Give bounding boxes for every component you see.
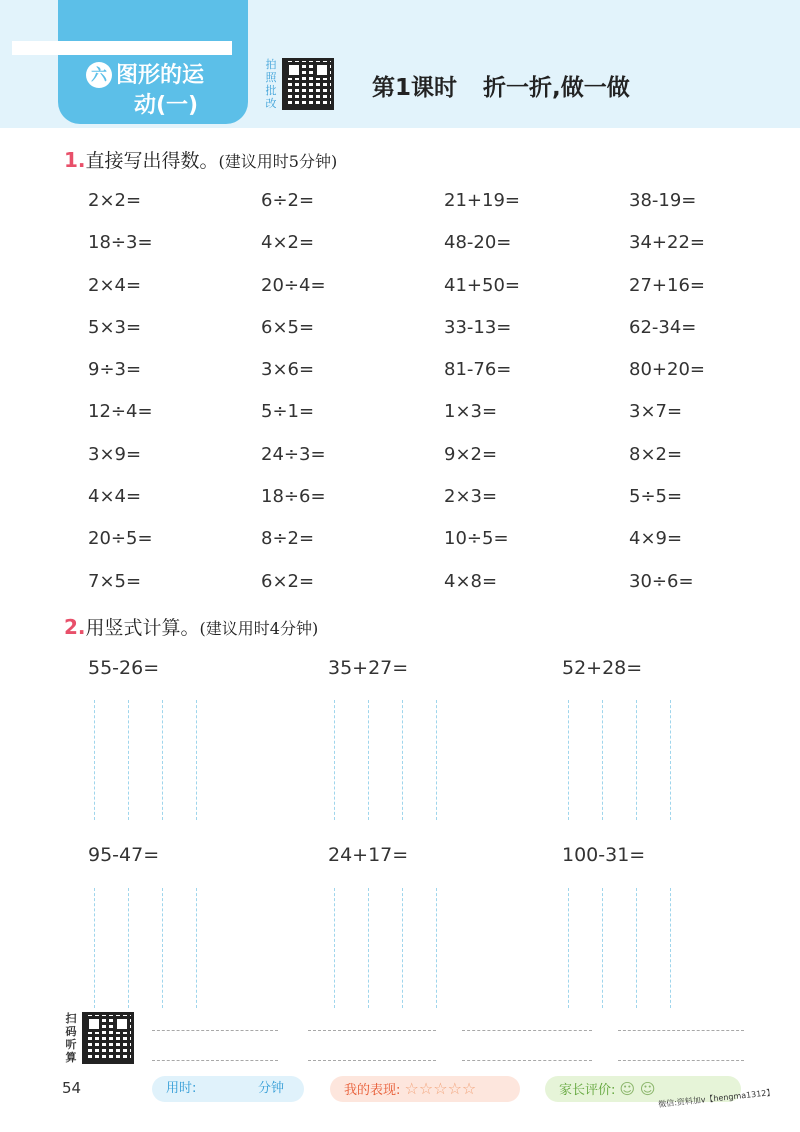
oral-problem: 41+50= [444,274,520,296]
answer-line [618,1030,744,1031]
guide-line [568,700,569,820]
guide-line [636,888,637,1008]
chapter-title [86,58,204,89]
guide-line [368,888,369,1008]
section1-title: 直接写出得数。 [85,150,219,172]
oral-problem: 18÷6= [261,486,326,508]
oral-problem: 3×6= [261,359,315,381]
vertical-problem: 35+27= [328,657,409,679]
performance-pill [330,1076,520,1102]
lesson-number: 第1课时 [372,75,458,101]
oral-problem: 81-76= [444,359,512,381]
oral-problem: 12÷4= [88,401,153,423]
answer-line [462,1060,592,1061]
oral-problems-grid [88,186,788,609]
guide-line [636,700,637,820]
oral-problem: 9×2= [444,443,498,465]
guide-line [334,888,335,1008]
oral-problem: 7×5= [88,570,142,592]
oral-problem: 8×2= [629,443,683,465]
section2-number: 2. [64,615,86,639]
oral-problem: 10÷5= [444,528,509,550]
guide-line [368,700,369,820]
guide-line [670,888,671,1008]
oral-problem: 3×7= [629,401,683,423]
oral-problem: 5×3= [88,316,142,338]
scan-label-char: 拍 [265,58,277,71]
answer-line [152,1060,278,1061]
oral-problem: 4×9= [629,528,683,550]
guide-line [196,888,197,1008]
star-rating-icon[interactable]: ☆☆☆☆☆ [404,1079,477,1098]
vertical-problem: 52+28= [562,657,643,679]
parent-label: 家长评价: [559,1083,616,1098]
oral-problem: 6×5= [261,316,315,338]
lesson-title [372,69,630,102]
guide-line [602,700,603,820]
guide-line [162,888,163,1008]
answer-line [308,1030,436,1031]
oral-problem: 4×4= [88,486,142,508]
oral-problem: 33-13= [444,316,512,338]
scan-label-char: 照 [265,71,277,84]
oral-problem: 27+16= [629,274,705,296]
guide-line [602,888,603,1008]
qr-code-icon[interactable] [82,1012,134,1064]
time-pill [152,1076,304,1102]
oral-problem: 34+22= [629,232,705,254]
guide-line [196,700,197,820]
guide-line [334,700,335,820]
scan-listen-char: 算 [65,1051,77,1064]
scan-listen-char: 扫 [65,1012,77,1025]
oral-problem: 80+20= [629,359,705,381]
scan-listen-char: 听 [65,1038,77,1051]
oral-problem: 1×3= [444,401,498,423]
smiley-face-icon[interactable]: ☺ ☺ [619,1080,656,1098]
guide-line [162,700,163,820]
section1-number: 1. [64,148,86,172]
oral-problem: 6×2= [261,570,315,592]
oral-problem: 62-34= [629,316,697,338]
oral-problem: 5÷5= [629,486,683,508]
guide-line [568,888,569,1008]
chapter-title-line1: 图形的运 [116,63,205,88]
oral-problem: 8÷2= [261,528,315,550]
section2-heading [64,613,318,640]
scan-label-char: 批 [265,84,277,97]
scan-label-char: 改 [265,97,277,110]
guide-line [94,700,95,820]
answer-line [462,1030,592,1031]
guide-line [128,888,129,1008]
header-strip [12,41,232,55]
oral-problem: 24÷3= [261,443,326,465]
vertical-problem: 24+17= [328,844,409,866]
oral-problem: 48-20= [444,232,512,254]
oral-problem: 5÷1= [261,401,315,423]
oral-problem: 2×2= [88,190,142,211]
lesson-topic: 折一折,做一做 [483,75,630,101]
chapter-title-line2: 动(一) [134,93,199,118]
watermark: 微信:资料加v【hengma1312】 [657,1087,775,1110]
vertical-problem: 95-47= [88,844,160,866]
oral-problem: 38-19= [629,190,697,211]
oral-problem: 9÷3= [88,359,142,381]
guide-line [128,700,129,820]
section2-title: 用竖式计算。 [85,617,200,639]
chapter-number-badge: 六 [86,62,112,88]
section1-note: (建议用时5分钟) [218,152,338,171]
oral-problem: 4×8= [444,570,498,592]
vertical-problem: 55-26= [88,657,160,679]
answer-line [618,1060,744,1061]
scan-listen-char: 码 [65,1025,77,1038]
vertical-problem: 100-31= [562,844,646,866]
oral-problem: 20÷5= [88,528,153,550]
guide-line [670,700,671,820]
oral-problem: 3×9= [88,443,142,465]
qr-code-icon[interactable] [282,58,334,110]
answer-line [308,1060,436,1061]
oral-problem: 4×2= [261,232,315,254]
time-label: 用时: [166,1081,197,1096]
guide-line [402,888,403,1008]
oral-problem: 30÷6= [629,570,694,592]
guide-line [436,700,437,820]
section1-heading [64,146,337,173]
oral-problem: 18÷3= [88,232,153,254]
oral-problem: 2×4= [88,274,142,296]
guide-line [94,888,95,1008]
answer-line [152,1030,278,1031]
section2-note: (建议用时4分钟) [199,619,319,638]
oral-problem: 21+19= [444,190,520,211]
oral-problem: 6÷2= [261,190,315,211]
time-unit: 分钟 [258,1081,285,1096]
page-number: 54 [62,1079,82,1097]
guide-line [436,888,437,1008]
oral-problem: 2×3= [444,486,498,508]
performance-label: 我的表现: [344,1083,401,1098]
guide-line [402,700,403,820]
oral-problem: 20÷4= [261,274,326,296]
